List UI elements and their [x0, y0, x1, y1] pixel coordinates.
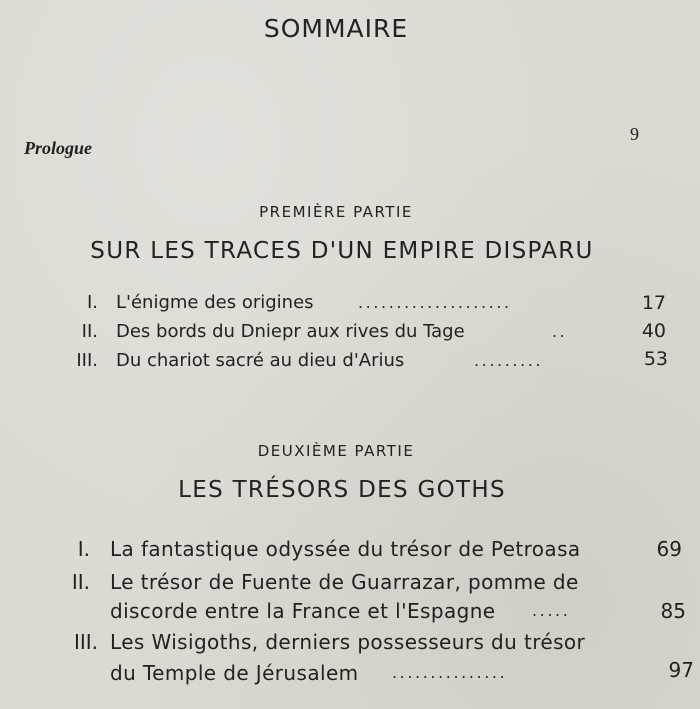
prologue-page-number: 9 [630, 124, 639, 144]
chapter-title-line-1: Les Wisigoths, derniers possesseurs du trésor [110, 630, 586, 654]
page-title: SOMMAIRE [263, 14, 409, 43]
part-one-label: PREMIÈRE PARTIE [259, 203, 413, 221]
chapter-page-number: 97 [668, 658, 694, 682]
chapter-number: III. [73, 630, 98, 654]
dot-leader: .................... [358, 293, 512, 312]
chapter-number: II. [81, 321, 98, 342]
chapter-page-number: 53 [643, 348, 668, 370]
chapter-title: L'énigme des origines [116, 292, 314, 313]
chapter-title: La fantastique odyssée du trésor de Petroasa [110, 537, 581, 561]
part-one-title: SUR LES TRACES D'UN EMPIRE DISPARU [90, 238, 594, 264]
chapter-title: Du chariot sacré au dieu d'Arius [116, 350, 405, 371]
chapter-title-line-1: Le trésor de Fuente de Guarrazar, pomme de [110, 570, 579, 594]
chapter-page-number: 17 [641, 292, 666, 314]
dot-leader: ..... [532, 601, 571, 620]
chapter-page-number: 85 [660, 599, 686, 623]
dot-leader: .. [552, 322, 568, 341]
prologue-label: Prologue [24, 138, 93, 158]
part-two-title: LES TRÉSORS DES GOTHS [178, 477, 506, 503]
dot-leader: ......... [474, 351, 544, 370]
chapter-number: III. [76, 350, 98, 371]
chapter-title-line-2: du Temple de Jérusalem [110, 661, 359, 685]
chapter-title: Des bords du Dniepr aux rives du Tage [116, 321, 465, 342]
chapter-page-number: 40 [641, 320, 666, 342]
part-two-label: DEUXIÈME PARTIE [257, 442, 415, 460]
chapter-number: I. [86, 292, 98, 313]
chapter-number: I. [77, 537, 90, 561]
chapter-page-number: 69 [656, 537, 682, 561]
chapter-number: II. [71, 570, 90, 594]
dot-leader: ............... [392, 663, 508, 682]
chapter-title-line-2: discorde entre la France et l'Espagne [110, 599, 496, 623]
